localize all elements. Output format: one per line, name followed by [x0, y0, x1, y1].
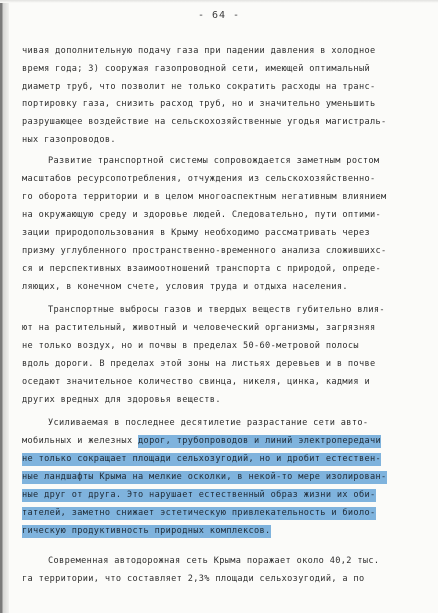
- text-line: вдоль дороги. В пределах этой зоны на листьях деревьев и в почве: [22, 359, 376, 369]
- text-line: ных газопроводов.: [22, 135, 116, 145]
- text-line: го оборота территории и в целом многоаспектным негативным влиянием: [22, 192, 387, 202]
- text-line: диаметр труб, что позволит не только сократить расходы на транс-: [22, 82, 376, 92]
- text-line: на окружающую среду и здоровье людей. Следовательно, пути оптими-: [22, 210, 382, 220]
- highlighted-text: тателей, заметно снижает эстетическую привлекательность и биоло-: [22, 508, 376, 518]
- highlighted-text: дорог, трубопроводов и линий электропередачи: [138, 436, 382, 446]
- text-line: время года; 3) сооружая газопроводной сети, имеющей оптимальный: [22, 64, 371, 74]
- text-line: других вредных для здоровья веществ.: [22, 395, 221, 405]
- text-line: разрушающее воздействие на сельскохозяйственные угодья магистраль-: [22, 117, 387, 127]
- text-line: масштабов ресурсопотребления, отчуждения из сельскохозяйственно-: [22, 174, 376, 184]
- text-line: [22, 472, 387, 483]
- text-line: портировку газа, снизить расход труб, но и значительно уменьшить: [22, 99, 376, 109]
- page-number: - 64 -: [197, 10, 241, 21]
- text-line: зации природопользования в Крыму необходимо рассматривать через: [22, 228, 371, 238]
- page-top-edge-shadow: [0, 0, 438, 3]
- text-line: чивая дополнительную подачу газа при падении давления в холодное: [22, 46, 376, 56]
- highlighted-text: не только сокращает площади сельхозугодий, но и дробит естествен-: [22, 454, 382, 464]
- text-line: Усиливаемая в последнее десятилетие разрастание сети авто-: [48, 418, 369, 428]
- highlighted-text: ные друг от друга. Это нарушает естественный образ жизни их оби-: [22, 490, 376, 500]
- text-line: [22, 490, 376, 501]
- page-left-edge-shadow: [0, 0, 9, 613]
- text-line: ся и перспективных взаимоотношений транспорта с природой, опреде-: [22, 264, 382, 274]
- text-line: не только воздух, но и почвы в пределах 50-60-метровой полосы: [22, 341, 359, 351]
- text-line: ют на растительный, животный и человеческий организмы, загрязняя: [22, 323, 376, 333]
- text-line: призму углубленного пространственно-временного анализа сложившихс-: [22, 246, 387, 256]
- text-line: [22, 436, 381, 447]
- text-line: Современная автодорожная сеть Крыма поражает около 40,2 тыс.: [48, 556, 380, 566]
- text-segment: мобильных и железных: [22, 436, 139, 446]
- highlighted-text: ные ландшафты Крыма на мелкие осколки, в некой-то мере изолирован-: [22, 472, 387, 482]
- text-line: оседают значительное количество свинца, никеля, цинка, кадмия и: [22, 377, 371, 387]
- highlighted-text: гическую продуктивность природных комплексов.: [22, 526, 271, 536]
- text-line: [22, 454, 381, 465]
- text-line: га территории, что составляет 2,3% площади сельхозугодий, а по: [22, 574, 365, 584]
- text-line: Развитие транспортной системы сопровождается заметным ростом: [48, 156, 380, 166]
- text-line: Транспортные выбросы газов и твердых веществ губительно влия-: [48, 305, 385, 315]
- text-line: ляющих, в конечном счете, условия труда и отдыха населения.: [22, 282, 348, 292]
- text-line: [22, 508, 376, 519]
- text-line: [22, 526, 271, 537]
